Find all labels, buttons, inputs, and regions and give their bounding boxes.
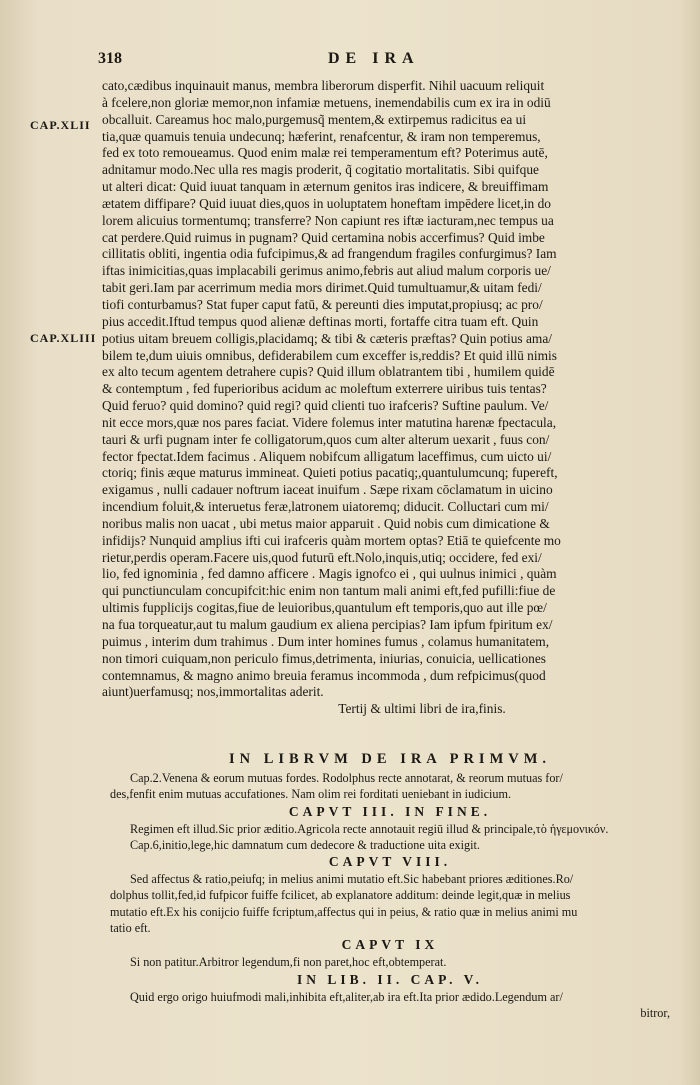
note-line: Quid ergo origo huiufmodi mali,inhibita eft,aliter,ab ira eft.Ita prior ædido.Legendum ar/ bbox=[130, 989, 563, 1004]
text-line: obcalluit. Careamus hoc malo,purgemusq̃ mentem,& extirpemus radicitus ea ui bbox=[102, 111, 527, 127]
text-line: tia,quæ quamuis tenuia undecunq; hæferint, renafcentur, & iram non temperemus, bbox=[102, 128, 541, 144]
text-line: bilem te,dum uiuis omnibus, defiderabilem cum exceffer is,reddis? Et quid illū nimis bbox=[102, 347, 557, 363]
text-line: pius accedit.Iftud tempus quod alienæ deftinas morti, fortaffe citra tuam eft. Quin bbox=[102, 313, 539, 329]
note-line: Cap.6,initio,lege,hic damnatum cum dedecore & traductione uita exigit. bbox=[130, 837, 480, 852]
note-line: mutatio eft.Ex his conijcio fuiffe fcriptum,affectus qui in peius, & ratio quæ in melius animi mu bbox=[110, 904, 578, 919]
closing-line: Tertij & ultimi libri de ira,finis. bbox=[338, 701, 506, 717]
text-line: cato,cædibus inquinauit manus, membra liberorum disperfit. Nihil uacuum reliquit bbox=[102, 78, 545, 93]
margin-note-cap-42: CAP.XLII bbox=[30, 118, 91, 132]
note-heading: IN LIB. II. CAP. V. bbox=[296, 971, 484, 987]
margin-note-cap-43: CAP.XLIII bbox=[30, 331, 97, 345]
text-line: tabit geri.Iam par acerrimum media mors dirimet.Quid tumultuamur,& uitam fedi/ bbox=[102, 280, 542, 296]
text-line: tauri & urfi pugnam inter fe colligatorum,quos cum alter alterum uexarit , fuus con/ bbox=[102, 431, 550, 447]
note-heading: CAPVT IX bbox=[341, 937, 439, 953]
text-line: rietur,perdis operam.Facere uis,quod futurū eft.Nolo,inquis,utiq; occidere, fed exi/ bbox=[102, 549, 542, 565]
note-line: Sed affectus & ratio,peiufq; in melius animi mutatio eft.Sic habebant priores æditiones.Ro/ bbox=[130, 872, 574, 887]
text-line: ctoriq; finis æque maturus immineat. Quieti potius pacatiq;,quantulumcunq; fupereft, bbox=[102, 465, 558, 481]
text-line: aiunt)uerfamusq; nos,immortalitas aderit. bbox=[102, 684, 324, 700]
text-line: exigamus , nulli cadauer noftrum iaceat inuifum . Sæpe rixam cōclamatum in uicino bbox=[102, 482, 553, 498]
text-line: nit ecce mors,quæ nos pares faciat. Videre folemus inter matutina harenæ fpectacula, bbox=[102, 414, 557, 430]
text-line: ætatem diffipare? Quid iuuat dies,quos in uoluptatem honeftam impēdere licet,in do bbox=[102, 195, 551, 211]
text-line: lorem alicuius tormentumq; transferre? Non capiunt res iftæ iacturam,nec tempus ua bbox=[102, 212, 554, 228]
text-line: à fcelere,non gloriæ memor,non infamiæ metuens, inemendabilis cum ex ira in odiū bbox=[102, 94, 551, 110]
text-line: non timori cuiquam,non periculo fimus,detrimenta, iniurias, conuicia, uellicationes bbox=[102, 650, 547, 666]
note-heading: CAPVT III. IN FINE. bbox=[288, 803, 492, 819]
text-line: puimus , interim dum trahimus . Dum inter homines fumus , colamus humanitatem, bbox=[102, 633, 550, 649]
main-text bbox=[102, 78, 662, 718]
text-line: noribus malis non uacat , ubi metus maior apparuit . Quid nobis cum dimicatione & bbox=[102, 515, 550, 531]
page-number: 318 bbox=[98, 50, 122, 67]
text-line: incendium foluit,& interuetus feræ,latronem uiatoremq; diducit. Colluctari cum mi/ bbox=[102, 499, 549, 515]
note-line: Regimen eft illud.Sic prior æditio.Agricola recte annotauit regiū illud & principale,τὸ ἡγεμονικόν. bbox=[130, 821, 609, 836]
note-line: Cap.2.Venena & eorum mutuas fordes. Rodolphus recte annotarat, & reorum mutuas for/ bbox=[130, 771, 563, 785]
text-line: iftas inimicitias,quas implacabili gerimus animo,febris aut aliud malum corporis ue/ bbox=[102, 263, 551, 279]
note-line: des,fenfit enim mutuas accufationes. Nam olim rei forditati ueniebant in iudicium. bbox=[110, 787, 512, 802]
text-line: & contemptum , fed fuperioribus acidum ac moleftum exterrere uiribus tuis tentas? bbox=[102, 381, 547, 397]
note-line: tatio eft. bbox=[110, 921, 151, 936]
text-line: ut alteri dicat: Quid iuuat tanquam in æternum genitos iras indicere, & breuiffimam bbox=[102, 179, 549, 195]
text-line: contemnamus, & magno animo breuia feramus incommoda , dum refpicimus(quod bbox=[102, 667, 546, 683]
text-line: infidijs? Nunquid amplius ifti cui irafceris quàm mortem optas? Etiā te quiefcente mo bbox=[102, 532, 561, 548]
text-line: qui punctiunculam concupifcit:hic enim non tantum mali animi eft,fed pufilli:fiue de bbox=[102, 583, 556, 599]
text-line: cat perdere.Quid ruimus in pugnam? Quid certamina nobis accerfimus? Quid imbe bbox=[102, 229, 545, 245]
annotations-section bbox=[110, 748, 670, 1021]
text-line: na fua torqueatur,aut tu malum gaudium ex aliena percipias? Iam ipfum fpiritum ex/ bbox=[102, 617, 553, 632]
text-line: lio, fed ignominia , fed damno afficere . Magis ignofco ei , qui uulnus inimici , quàm bbox=[102, 566, 557, 582]
running-head: DE IRA bbox=[328, 50, 420, 67]
text-line: fector fpectat.Idem facimus . Aliquem nobifcum alligatum laceffimus, cum uicto ui/ bbox=[102, 448, 552, 464]
note-line: bitror, bbox=[640, 1005, 670, 1020]
note-line: Si non patitur.Arbitror legendum,fi non paret,hoc eft,obtemperat. bbox=[130, 955, 447, 970]
page-header bbox=[98, 50, 658, 74]
text-line: adnitamur modo.Nec ulla res magis proderit, q̃ cogitatio mortalitatis. Sibi quifque bbox=[102, 162, 539, 178]
text-line: Quid feruo? quid domino? quid regi? quid clienti tuo irafceris? Suftine paulum. Ve/ bbox=[102, 398, 549, 414]
text-line: tiofi conturbamus? Stat fuper caput fatū, & pereunti dies imputat,propiusq; ac pro/ bbox=[102, 296, 543, 312]
note-heading: CAPVT VIII. bbox=[328, 854, 452, 870]
text-line: ultimis fupplicijs cogitas,fiue de leuioribus,quantulum eft temporis,quo aut ille pœ/ bbox=[102, 600, 547, 616]
note-line: dolphus tollit,fed,id fufpicor fuiffe fcilicet, ab explanatore additum: deinde legit,quæ in melius bbox=[110, 888, 571, 903]
text-line: fed ex toto remoueamus. Quod enim malæ rei temperamentum eft? Poterimus autē, bbox=[102, 145, 548, 161]
text-line: potius uitam breuem colligis,placidamq; & tibi & cæteris præftas? Quin potius ama/ bbox=[102, 330, 552, 346]
text-line: cillitatis obliti, ingentia odia fufcipimus,& ad frangendum fragiles confurgimus? Iam bbox=[102, 246, 557, 262]
text-line: ex alto tecum agentem detrahere cupis? Quid illum oblatrantem tibi , humilem quidē bbox=[102, 364, 555, 380]
annotations-heading: IN LIBRVM DE IRA PRIMVM. bbox=[228, 751, 552, 767]
